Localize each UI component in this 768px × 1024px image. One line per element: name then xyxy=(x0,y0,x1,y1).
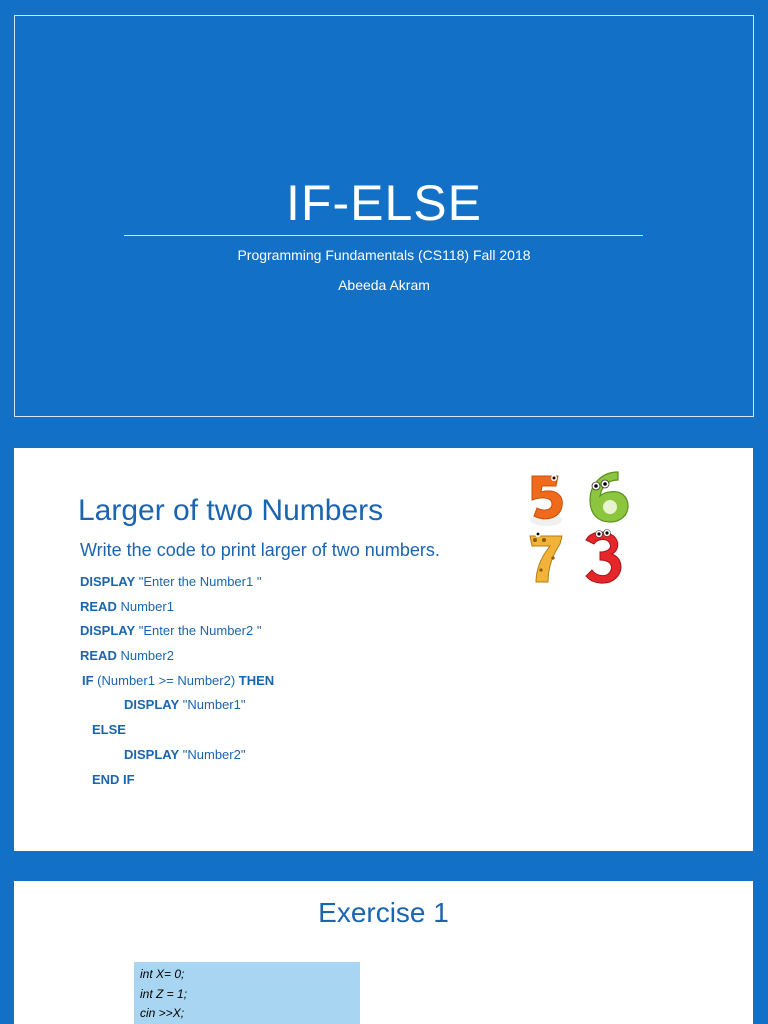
number-seven-icon xyxy=(530,531,562,582)
slide-card xyxy=(14,448,753,851)
pseudocode-block xyxy=(80,570,274,792)
title-slide xyxy=(0,0,768,432)
pseudocode-line: IF (Number1 >= Number2) THEN xyxy=(82,672,275,688)
slide-lead-text: Write the code to print larger of two numbers. xyxy=(80,540,440,560)
slide-title: IF-ELSE xyxy=(286,175,482,231)
pseudocode-line: DISPLAY "Number2" xyxy=(124,746,246,762)
number-five-icon xyxy=(530,475,562,526)
pseudocode-line: END IF xyxy=(92,771,135,787)
title-divider xyxy=(124,235,643,236)
pseudocode-line: DISPLAY "Enter the Number1 " xyxy=(80,574,262,589)
slide-heading: Larger of two Numbers xyxy=(78,494,384,527)
cartoon-numbers-image xyxy=(526,470,638,588)
pseudocode-line: READ Number2 xyxy=(80,648,174,664)
pseudocode-line: DISPLAY "Number1" xyxy=(124,697,246,713)
pseudocode-line: READ Number1 xyxy=(80,598,174,614)
code-line: cin >>X; xyxy=(140,1006,185,1020)
code-line: int X= 0; xyxy=(140,967,185,981)
pseudocode-line: DISPLAY "Enter the Number2 " xyxy=(80,623,262,639)
content-slide-exercise xyxy=(0,866,768,1024)
slide-heading: Exercise 1 xyxy=(318,897,449,928)
code-line: int Z = 1; xyxy=(140,986,188,1001)
author-name: Abeeda Akram xyxy=(338,277,430,293)
content-slide-larger xyxy=(0,432,768,866)
number-three-icon xyxy=(586,530,621,584)
course-subtitle: Programming Fundamentals (CS118) Fall 2018 xyxy=(237,247,531,263)
code-snippet-box xyxy=(134,962,360,1024)
pseudocode-line: ELSE xyxy=(92,722,126,738)
slide-card xyxy=(14,881,753,1024)
number-six-icon xyxy=(590,472,628,522)
